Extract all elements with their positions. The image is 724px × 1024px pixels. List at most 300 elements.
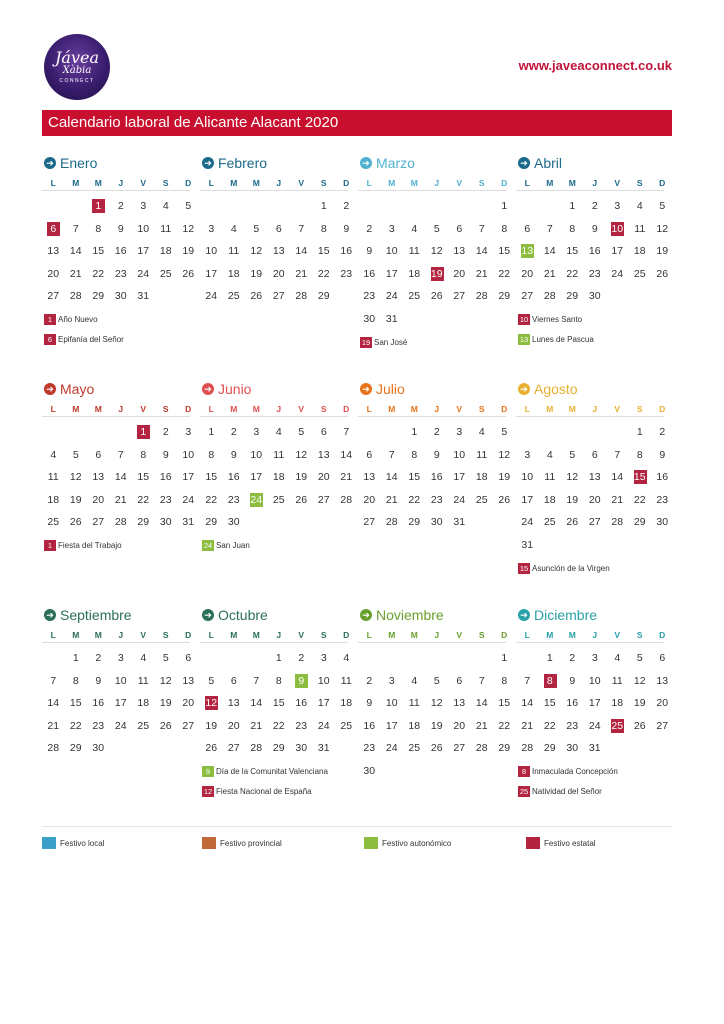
day-cell: 19	[205, 719, 218, 732]
site-url-link[interactable]: www.javeaconnect.co.uk	[518, 58, 672, 73]
holiday-note-badge: 12	[203, 787, 213, 796]
day-cell: 4	[478, 426, 485, 438]
day-cell: 11	[340, 674, 352, 687]
day-cell: 8	[501, 222, 508, 235]
holiday-note-text: Fiesta del Trabajo	[58, 541, 122, 550]
legend-swatch	[526, 837, 540, 849]
weekday-label: L	[50, 404, 56, 414]
month-header	[360, 154, 506, 172]
day-cell: 13	[47, 245, 60, 257]
weekday-label: S	[636, 404, 643, 414]
weekday-label: V	[298, 178, 305, 188]
day-cell: 20	[92, 493, 105, 506]
holiday-notes	[516, 560, 664, 576]
day-cell: 20	[588, 493, 601, 506]
day-cell: 19	[295, 471, 308, 483]
day-cell: 13	[317, 448, 330, 461]
day-cell: 14	[47, 697, 60, 709]
day-cell: 21	[543, 267, 556, 280]
day-cell: 22	[69, 719, 82, 732]
weekday-label: S	[162, 178, 169, 188]
day-cell: 18	[543, 493, 556, 506]
day-cell: 16	[295, 697, 308, 709]
day-grid	[200, 421, 353, 534]
day-cell: 7	[546, 222, 553, 235]
day-cell: 6	[366, 448, 373, 461]
weekday-label: M	[410, 630, 418, 640]
day-cell: 26	[159, 719, 172, 732]
day-cell: 7	[72, 222, 79, 235]
day-cell: 26	[430, 290, 443, 302]
month-header	[360, 606, 506, 624]
day-cell: 5	[501, 426, 508, 438]
weekday-header	[516, 402, 664, 417]
day-cell: 5	[659, 200, 666, 212]
holiday-day-cell: 8	[539, 670, 562, 693]
day-cell: 13	[656, 674, 669, 687]
holiday-note-text: Inmaculada Concepción	[532, 767, 618, 776]
day-cell: 11	[634, 222, 646, 235]
day-cell: 14	[475, 697, 488, 709]
month-name: Abril	[534, 155, 563, 171]
day-cell: 19	[430, 719, 443, 732]
day-cell: 22	[498, 719, 511, 732]
day-cell: 22	[498, 267, 511, 280]
month-name: Noviembre	[376, 607, 444, 623]
weekday-label: J	[118, 178, 124, 188]
day-grid	[358, 647, 511, 782]
day-cell: 1	[501, 652, 508, 664]
day-cell: 8	[411, 448, 418, 461]
holiday-day-cell: 25	[606, 715, 629, 738]
day-cell: 23	[566, 719, 579, 732]
day-cell: 6	[275, 222, 282, 235]
day-cell: 11	[611, 674, 623, 687]
day-cell: 25	[137, 719, 150, 732]
day-cell: 8	[275, 674, 282, 687]
day-grid	[42, 195, 195, 308]
day-cell: 25	[408, 742, 421, 754]
day-cell: 19	[498, 471, 511, 483]
empty-cell	[245, 647, 268, 670]
day-cell: 18	[611, 697, 624, 709]
month-name: Mayo	[60, 381, 95, 397]
legend-label: Festivo autonómico	[382, 838, 452, 848]
day-cell: 12	[566, 471, 579, 483]
weekday-label: J	[276, 178, 282, 188]
holiday-notes	[516, 312, 664, 348]
holiday-note-badge: 19	[361, 337, 371, 347]
day-cell: 26	[250, 290, 263, 302]
empty-cell	[358, 421, 381, 444]
day-cell: 5	[253, 222, 260, 235]
day-cell: 24	[114, 719, 127, 732]
day-cell: 22	[92, 267, 105, 280]
weekday-header	[516, 176, 664, 191]
day-cell: 11	[137, 674, 149, 687]
day-cell: 4	[50, 448, 57, 461]
day-cell: 20	[317, 471, 330, 483]
weekday-label: L	[50, 630, 56, 640]
day-cell: 16	[363, 267, 376, 280]
month-diciembre	[516, 606, 669, 804]
weekday-label: L	[524, 630, 530, 640]
weekday-label: M	[72, 630, 80, 640]
day-cell: 21	[114, 493, 127, 506]
day-cell: 9	[343, 222, 350, 235]
weekday-header	[200, 402, 348, 417]
day-cell: 2	[230, 426, 237, 438]
day-cell: 13	[182, 674, 195, 687]
day-cell: 11	[476, 448, 488, 461]
day-cell: 31	[317, 742, 330, 754]
empty-cell	[403, 195, 426, 218]
holiday-note	[44, 312, 190, 328]
empty-cell	[471, 647, 494, 670]
weekday-label: L	[366, 404, 372, 414]
weekday-label: L	[208, 178, 214, 188]
weekday-header	[516, 628, 664, 643]
day-cell: 10	[182, 448, 195, 461]
holiday-notes	[358, 334, 506, 350]
arrow-right-icon: ➔	[518, 157, 530, 169]
day-cell: 11	[408, 245, 420, 257]
day-cell: 15	[205, 471, 218, 483]
day-grid	[200, 195, 353, 308]
day-cell: 24	[182, 493, 195, 506]
day-cell: 3	[208, 222, 215, 235]
day-cell: 22	[633, 493, 646, 506]
holiday-note	[44, 332, 190, 348]
day-cell: 14	[385, 471, 398, 483]
day-cell: 28	[114, 516, 127, 528]
logo-line-1: Jávea	[55, 48, 99, 67]
day-cell: 10	[205, 245, 218, 257]
day-cell: 5	[636, 652, 643, 664]
day-cell: 25	[340, 719, 353, 732]
day-cell: 28	[47, 742, 60, 754]
day-cell: 5	[433, 222, 440, 235]
day-cell: 28	[475, 742, 488, 754]
holiday-note-text: Día de la Comunitat Valenciana	[216, 767, 328, 776]
holiday-note-badge: 9	[202, 766, 214, 777]
day-cell: 7	[298, 222, 305, 235]
day-cell: 12	[633, 674, 646, 687]
weekday-label: D	[343, 178, 350, 188]
empty-cell	[381, 195, 404, 218]
day-cell: 18	[272, 471, 285, 483]
holiday-note-text: San José	[374, 337, 408, 347]
day-cell: 11	[47, 471, 59, 483]
month-name: Septiembre	[60, 607, 132, 623]
day-cell: 17	[250, 471, 263, 483]
day-cell: 10	[453, 448, 466, 461]
day-cell: 22	[137, 493, 150, 506]
month-septiembre	[42, 606, 195, 764]
day-cell: 3	[388, 674, 395, 687]
day-cell: 16	[159, 471, 172, 483]
day-cell: 10	[385, 245, 398, 257]
day-cell: 1	[569, 200, 576, 212]
holiday-note	[518, 332, 664, 348]
empty-cell	[426, 647, 449, 670]
empty-cell	[358, 647, 381, 670]
day-cell: 1	[320, 200, 327, 212]
holiday-note-badge: 10	[519, 315, 529, 324]
arrow-right-icon: ➔	[44, 157, 56, 169]
empty-cell	[223, 195, 246, 218]
legend-item	[526, 837, 596, 849]
weekday-label: J	[434, 404, 440, 414]
day-cell: 30	[363, 312, 376, 325]
day-cell: 8	[636, 448, 643, 461]
month-noviembre	[358, 606, 511, 786]
day-cell: 27	[92, 516, 105, 528]
day-cell: 26	[566, 516, 579, 528]
empty-cell	[516, 421, 539, 444]
month-julio	[358, 380, 511, 538]
day-cell: 23	[430, 493, 443, 506]
day-cell: 19	[159, 697, 172, 709]
day-cell: 6	[230, 674, 237, 687]
empty-cell	[606, 421, 629, 444]
day-cell: 2	[591, 200, 598, 212]
day-cell: 2	[162, 426, 169, 438]
day-cell: 2	[433, 426, 440, 438]
weekday-label: D	[659, 404, 666, 414]
arrow-right-icon: ➔	[44, 609, 56, 621]
month-name: Diciembre	[534, 607, 598, 623]
legend-label: Festivo local	[60, 838, 105, 848]
day-cell: 4	[636, 200, 643, 212]
day-cell: 22	[408, 493, 421, 506]
day-cell: 6	[456, 222, 463, 235]
day-cell: 29	[498, 290, 511, 302]
day-cell: 28	[521, 742, 534, 754]
day-cell: 29	[317, 290, 330, 302]
day-cell: 27	[317, 493, 330, 506]
holiday-note	[518, 784, 664, 800]
holiday-note-text: Natividad del Señor	[532, 787, 602, 796]
logo-line-3: CONNECT	[59, 78, 95, 84]
day-cell: 17	[182, 471, 195, 483]
day-cell: 16	[340, 245, 353, 257]
day-cell: 19	[250, 267, 263, 280]
day-cell: 28	[340, 493, 353, 506]
month-name: Octubre	[218, 607, 268, 623]
day-cell: 9	[366, 697, 373, 709]
holiday-note	[202, 538, 348, 554]
empty-cell	[200, 195, 223, 218]
day-cell: 9	[162, 448, 169, 461]
day-cell: 11	[544, 471, 556, 483]
day-cell: 28	[475, 290, 488, 302]
day-cell: 3	[320, 652, 327, 664]
day-cell: 8	[569, 222, 576, 235]
empty-cell	[290, 195, 313, 218]
day-cell: 25	[475, 493, 488, 506]
empty-cell	[42, 195, 65, 218]
weekday-label: V	[140, 404, 147, 414]
day-cell: 19	[566, 493, 579, 506]
day-cell: 16	[588, 245, 601, 257]
month-name: Agosto	[534, 381, 578, 397]
day-cell: 3	[185, 426, 192, 438]
day-cell: 26	[633, 719, 646, 732]
weekday-label: S	[478, 178, 485, 188]
day-cell: 10	[250, 448, 263, 461]
legend-label: Festivo provincial	[220, 838, 282, 848]
day-cell: 28	[69, 290, 82, 302]
weekday-label: S	[320, 630, 327, 640]
weekday-label: M	[568, 404, 576, 414]
day-cell: 19	[182, 245, 195, 257]
holiday-day-cell: 15	[629, 466, 652, 489]
day-cell: 3	[524, 448, 531, 461]
holiday-note-badge: 25	[519, 787, 529, 796]
day-cell: 5	[433, 674, 440, 687]
day-cell: 29	[633, 516, 646, 528]
day-cell: 17	[611, 245, 624, 257]
day-cell: 27	[588, 516, 601, 528]
weekday-label: D	[343, 630, 350, 640]
day-cell: 27	[272, 290, 285, 302]
day-cell: 23	[656, 493, 669, 506]
month-header	[44, 380, 190, 398]
day-cell: 16	[227, 471, 240, 483]
holiday-note	[202, 784, 348, 800]
day-cell: 7	[343, 426, 350, 438]
day-grid	[42, 421, 195, 534]
weekday-label: L	[524, 178, 530, 188]
day-cell: 15	[408, 471, 421, 483]
day-cell: 13	[272, 245, 285, 257]
day-cell: 7	[388, 448, 395, 461]
day-cell: 9	[230, 448, 237, 461]
day-cell: 14	[611, 471, 624, 483]
month-header	[44, 606, 190, 624]
month-mayo	[42, 380, 195, 558]
day-cell: 30	[92, 742, 105, 754]
day-cell: 17	[205, 267, 218, 280]
day-cell: 4	[411, 674, 418, 687]
day-cell: 22	[272, 719, 285, 732]
day-cell: 16	[363, 719, 376, 732]
holiday-day-cell: 19	[426, 263, 449, 286]
day-cell: 8	[95, 222, 102, 235]
holiday-day-cell: 6	[42, 218, 65, 241]
weekday-label: L	[208, 630, 214, 640]
day-cell: 10	[521, 471, 534, 483]
legend-label: Festivo estatal	[544, 838, 596, 848]
day-cell: 20	[272, 267, 285, 280]
weekday-label: M	[388, 178, 396, 188]
month-name: Junio	[218, 381, 252, 397]
day-cell: 5	[162, 652, 169, 664]
day-cell: 15	[92, 245, 105, 257]
month-abril	[516, 154, 669, 352]
holiday-day-cell: 12	[200, 692, 223, 715]
day-cell: 9	[591, 222, 598, 235]
day-cell: 20	[47, 267, 60, 280]
weekday-label: S	[162, 630, 169, 640]
weekday-label: M	[230, 404, 238, 414]
day-cell: 29	[566, 290, 579, 302]
day-cell: 28	[543, 290, 556, 302]
day-cell: 24	[588, 719, 601, 732]
day-cell: 10	[317, 674, 330, 687]
day-cell: 31	[588, 742, 601, 754]
day-cell: 11	[273, 448, 285, 461]
holiday-day-cell: 1	[132, 421, 155, 444]
calendar-title: Calendario laboral de Alicante Alacant 2020	[42, 110, 672, 136]
day-cell: 31	[521, 538, 534, 551]
holiday-note-badge: 13	[519, 335, 529, 344]
day-cell: 16	[566, 697, 579, 709]
day-cell: 7	[478, 222, 485, 235]
holiday-note-text: Asunción de la Virgen	[532, 563, 610, 573]
day-grid	[200, 647, 353, 760]
day-cell: 20	[227, 719, 240, 732]
weekday-label: J	[118, 404, 124, 414]
day-cell: 24	[205, 290, 218, 302]
empty-cell	[516, 647, 539, 670]
day-cell: 26	[69, 516, 82, 528]
day-cell: 4	[230, 222, 237, 235]
day-cell: 6	[659, 652, 666, 664]
day-cell: 7	[117, 448, 124, 461]
holiday-note-text: Lunes de Pascua	[532, 335, 594, 344]
day-cell: 16	[656, 471, 669, 483]
empty-cell	[110, 421, 133, 444]
day-cell: 23	[363, 290, 376, 302]
day-cell: 7	[478, 674, 485, 687]
empty-cell	[448, 647, 471, 670]
legend-swatch	[364, 837, 378, 849]
day-cell: 18	[408, 267, 421, 280]
holiday-note-badge: 8	[518, 766, 530, 777]
day-cell: 9	[95, 674, 102, 687]
day-cell: 19	[633, 697, 646, 709]
day-cell: 18	[47, 493, 60, 506]
day-cell: 25	[543, 516, 556, 528]
weekday-header	[42, 402, 190, 417]
day-cell: 15	[498, 697, 511, 709]
weekday-label: M	[72, 404, 80, 414]
day-cell: 23	[227, 493, 240, 506]
logo-line-2: Xàbia	[62, 65, 92, 76]
day-cell: 12	[250, 245, 263, 257]
day-cell: 2	[366, 674, 373, 687]
day-grid	[516, 421, 669, 556]
empty-cell	[245, 195, 268, 218]
day-cell: 21	[295, 267, 308, 280]
day-cell: 18	[475, 471, 488, 483]
day-cell: 28	[295, 290, 308, 302]
day-cell: 30	[295, 742, 308, 754]
month-header	[202, 606, 348, 624]
day-cell: 22	[205, 493, 218, 506]
day-cell: 24	[317, 719, 330, 732]
day-cell: 3	[614, 200, 621, 212]
day-cell: 25	[272, 493, 285, 506]
weekday-label: J	[118, 630, 124, 640]
weekday-label: V	[456, 404, 463, 414]
day-cell: 29	[205, 516, 218, 528]
weekday-label: J	[592, 404, 598, 414]
day-cell: 17	[114, 697, 127, 709]
day-cell: 27	[227, 742, 240, 754]
